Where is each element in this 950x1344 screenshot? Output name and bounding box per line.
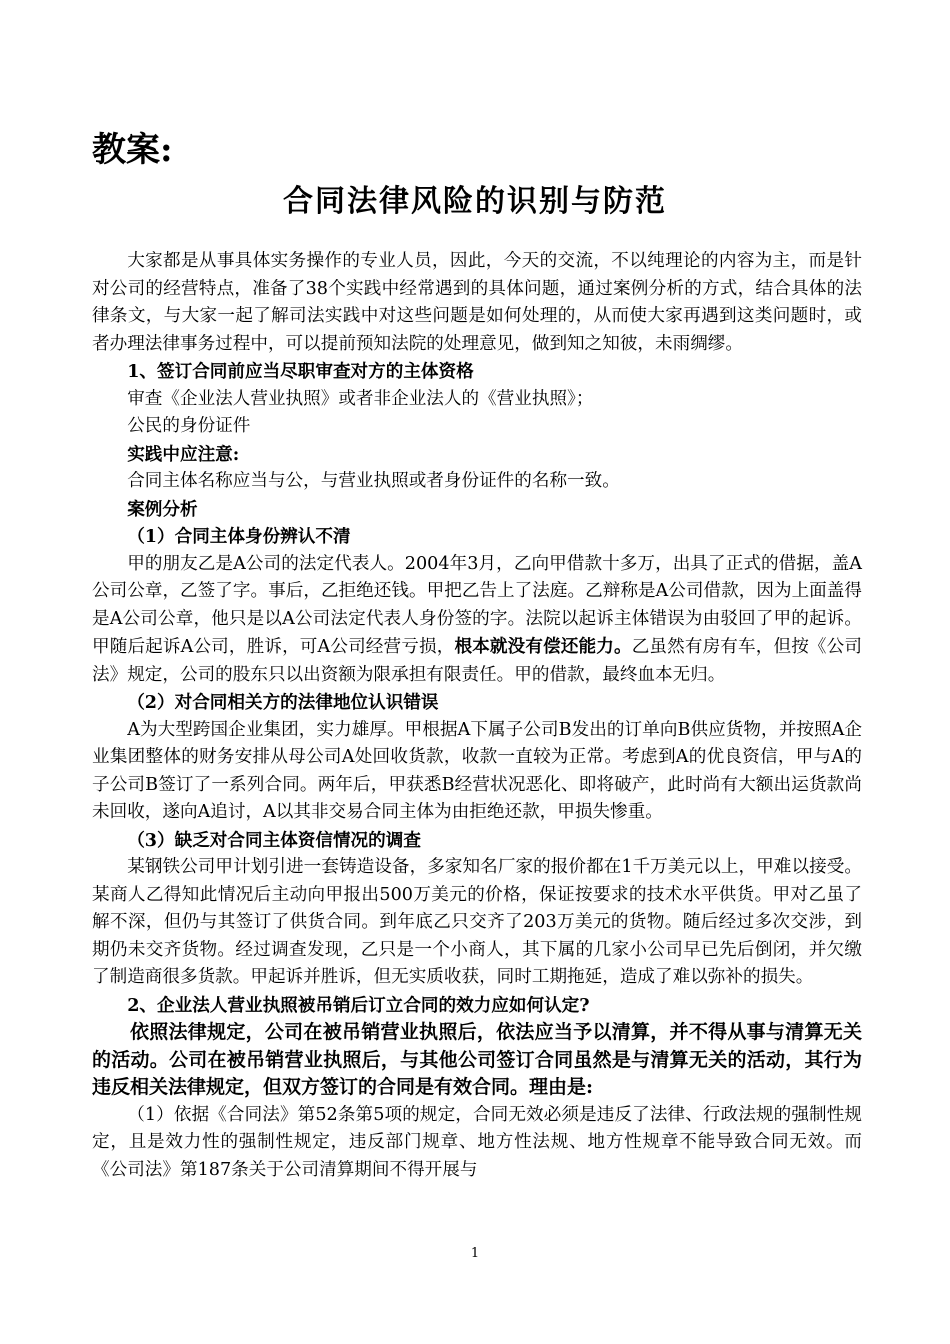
section-1-line-1: 审查《企业法人营业执照》或者非企业法人的《营业执照》；	[127, 388, 594, 409]
page-number: 1	[470, 1246, 480, 1261]
document-title: 合同法律风险的识别与防范	[283, 184, 667, 219]
case-1-text	[92, 551, 862, 690]
case-3-text: 某钢铁公司甲计划引进一套铸造设备，多家知名厂家的报价都在1千万美元以上，甲难以接受。某商人乙得知此情况后主动向甲报出500万美元的价格，保证按要求的技术水平供货。甲对乙虽了解不深，但仍与其签订了供货合同。到年底乙只交齐了203万美元的货物。随后经过多次交涉，到期仍未交齐货物。经过调查发现，乙只是一个小商人，其下属的几家小公司早已先后倒闭，并欠缴了制造商很多货款。甲起诉并胜诉，但无实质收获，同时工期拖延，造成了难以弥补的损失。	[92, 857, 862, 987]
case-3-heading: （3）缺乏对合同主体资信情况的调查	[127, 829, 421, 851]
case-1-text-a: 甲的朋友乙是A公司的法定代表人。2004年3月，乙向甲借款十多万，出具了正式的借据，盖A公司公章，乙签了字。事后，乙拒绝还钱。甲把乙告上了法庭。乙辩称是A公司借款，因为上面盖得是A公司公章，他只是以A公司法定代表人身份签的字。法院以起诉主体错误为由驳回了甲的起诉。甲随后起诉A公司，胜诉，可A公司经营亏损，	[92, 553, 862, 657]
intro-paragraph: 大家都是从事具体实务操作的专业人员，因此，今天的交流，不以纯理论的内容为主，而是针对公司的经营特点，准备了38个实践中经常遇到的具体问题，通过案例分析的方式，结合具体的法律条文，与大家一起了解司法实践中对这些问题是如何处理的，从而使大家再遇到这类问题时，或者办理法律事务过程中，可以提前预知法院的处理意见，做到知之知彼，未雨绸缪。	[92, 251, 862, 354]
section-1-heading: 1、签订合同前应当尽职审查对方的主体资格	[127, 361, 474, 382]
case-1-text-b: 乙虽然有房有车，但按《公司法》规定，公司的股东只以出资额为限承担有限责任。甲的借款，最终血本无归。	[92, 637, 862, 685]
case-2-heading: （2）对合同相关方的法律地位认识错误	[127, 692, 439, 713]
section-2-heading: 2、企业法人营业执照被吊销后订立合同的效力应如何认定?	[127, 994, 590, 1016]
section-2-reason-1: （1）依据《合同法》第52条第5项的规定，合同无效必须是违反了法律、行政法规的强制性规定，且是效力性的强制性规定，违反部门规章、地方性法规、地方性规章不能导致合同无效。而《公司法》第187条关于公司清算期间不得开展与	[92, 1104, 862, 1180]
case-1-text-bold: 根本就没有偿还能力。	[454, 636, 632, 657]
case-analysis-heading: 案例分析	[127, 498, 198, 520]
case-1-heading: （1）合同主体身份辨认不清	[127, 526, 351, 547]
section-1-line-2: 公民的身份证件	[127, 416, 251, 436]
section-2-bold-paragraph: 依照法律规定，公司在被吊销营业执照后，依法应当予以清算，并不得从事与清算无关的活动。公司在被吊销营业执照后，与其他公司签订合同虽然是与清算无关的活动，其行为违反相关法律规定，但双方签订的合同是有效合同。理由是:	[92, 1021, 862, 1098]
practice-heading: 实践中应注意:	[127, 443, 240, 465]
case-2-text: A为大型跨国企业集团，实力雄厚。甲根据A下属子公司B发出的订单向B供应货物，并按照A企业集团整体的财务安排从母公司A处回收货款，收款一直较为正常。考虑到A的优良资信，甲与A的子公司B签订了一系列合同。两年后，甲获悉B经营状况恶化、即将破产，此时尚有大额出运货款尚未回收，遂向A追讨，A以其非交易合同主体为由拒绝还款，甲损失惨重。	[92, 719, 862, 822]
practice-text: 合同主体名称应当与公，与营业执照或者身份证件的名称一致。	[127, 471, 620, 491]
lesson-plan-label: 教案:	[92, 130, 173, 170]
document-body	[92, 248, 862, 1184]
